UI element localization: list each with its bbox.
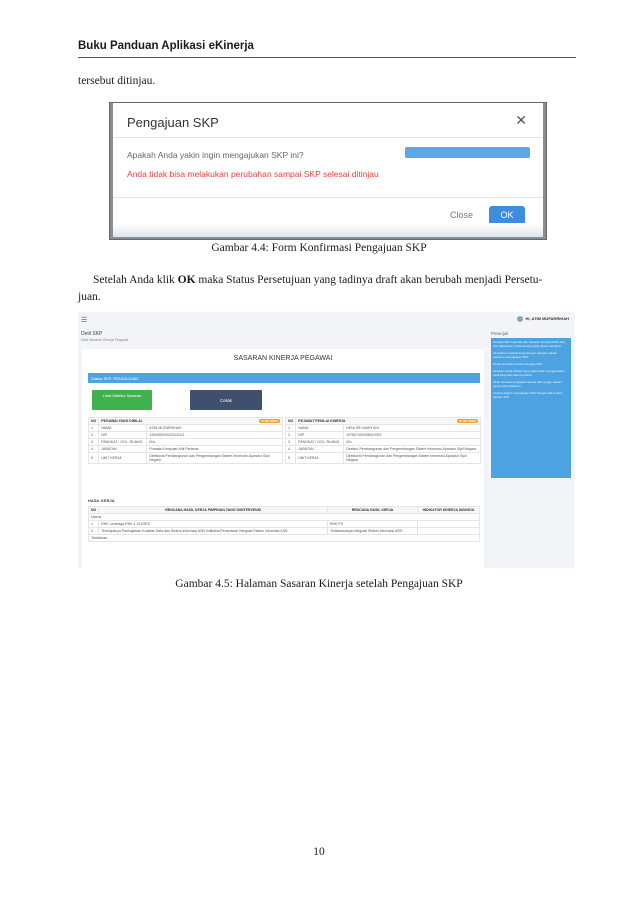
cell-iki bbox=[418, 521, 480, 528]
cell-no: 3 bbox=[286, 439, 296, 446]
figure-caption-4-4: Gambar 4.4: Form Konfirmasi Pengajuan SKP bbox=[211, 242, 427, 254]
table-row bbox=[89, 453, 283, 464]
cell-no: 2 bbox=[286, 432, 296, 439]
dialog-title: Pengajuan SKP bbox=[127, 115, 219, 130]
table-row bbox=[89, 439, 283, 446]
cell-value: HENI SRI WAHYUNI bbox=[344, 425, 481, 432]
petunjuk-text: Dapat berubah rencana dengan SKP. bbox=[493, 362, 543, 366]
cell-no: 5 bbox=[89, 453, 99, 464]
cell-value: III/c bbox=[344, 439, 481, 446]
table-row bbox=[89, 432, 283, 439]
dialog-warning: Anda tidak bisa melakukan perubahan sampai SKP selesai ditinjau bbox=[127, 169, 379, 179]
user-menu[interactable] bbox=[517, 316, 569, 322]
pegawai-table bbox=[88, 417, 283, 464]
table-row bbox=[286, 425, 481, 432]
table-header bbox=[296, 418, 481, 425]
cell-value: Direktorat Pembangunan dan Pengembangan Sistem Informasi Aparatur Sipil Negara bbox=[147, 453, 283, 464]
table-header-no: NO bbox=[286, 418, 296, 425]
tambahan-label: Tambahan bbox=[89, 535, 480, 542]
figure-caption-4-5: Gambar 4.5: Halaman Sasaran Kinerja setelah Pengajuan SKP bbox=[175, 578, 463, 590]
dialog-footer-divider bbox=[113, 197, 543, 198]
highlight-bar bbox=[405, 147, 530, 158]
table-row bbox=[89, 528, 480, 535]
cell-no: 4 bbox=[89, 446, 99, 453]
cell-no: 1 bbox=[286, 425, 296, 432]
col-header: RENCANA HASIL KERJA bbox=[328, 507, 418, 514]
cell-label: NIP bbox=[99, 432, 147, 439]
col-header: NO bbox=[89, 507, 99, 514]
skp-card bbox=[82, 349, 484, 568]
table-row bbox=[89, 521, 480, 528]
cell-value: Direktur Pembangunan dan Pengembangan Sistem Informasi Aparatur Sipil Negara bbox=[344, 446, 481, 453]
page-number: 10 bbox=[313, 846, 325, 858]
petunjuk-text: Tambah SKP memiliki dan Sasaran Kinerja (SKP) dan IKU pada tabel, tanda sinergi yang dapat membuat. bbox=[493, 340, 565, 348]
dialog-backdrop-edge bbox=[113, 223, 543, 237]
cell-value: 199008092020122013 bbox=[147, 432, 283, 439]
table-header-no: NO bbox=[89, 418, 99, 425]
table-header-label: PEGAWAI YANG DINILAI bbox=[101, 419, 142, 423]
table-header bbox=[99, 418, 283, 425]
table-row bbox=[286, 453, 481, 464]
avatar bbox=[517, 316, 523, 322]
cell-label: PANGKAT / GOL. RUANG bbox=[99, 439, 147, 446]
cell-iki bbox=[418, 528, 480, 535]
profil-badge[interactable]: Profil SKPA bbox=[459, 419, 476, 423]
running-header: Buku Panduan Aplikasi eKinerja bbox=[78, 40, 254, 52]
petunjuk-text: Tampilkan rencana kerja dengan dengan atasan sebelum mengajukan SKP. bbox=[493, 351, 558, 359]
skp-page-screenshot bbox=[78, 312, 575, 568]
body-text-2: maka Status Persetujuan yang tadinya draft akan berubah menjadi Persetu- bbox=[195, 274, 543, 286]
petunjuk-text: Tombol Ajukan mengajukan SKP dengan klik tombol Ajukan SKP. bbox=[493, 391, 563, 399]
cell-rhk: Terlaksananya Integrasi Sistem Informasi ASN bbox=[328, 528, 418, 535]
cell-no: 4 bbox=[286, 446, 296, 453]
breadcrumb-title: Detil SKP bbox=[81, 331, 103, 337]
hasil-kerja-title: HASIL KERJA bbox=[88, 498, 115, 503]
col-header: RENCANA HASIL KERJA PIMPINAN YANG DIINTERVENSI bbox=[99, 507, 328, 514]
cell-rhk: RHK P3 bbox=[328, 521, 418, 528]
cell-label: PANGKAT / GOL. RUANG bbox=[296, 439, 344, 446]
cell-value: Direktorat Pembangunan dan Pengembangan Sistem Informasi Aparatur Sipil Negara bbox=[344, 453, 481, 464]
cell-value: Pranata Komputer Ahli Pertama bbox=[147, 446, 283, 453]
breadcrumb-sub: Detil Sasaran Kinerja Pegawai bbox=[81, 338, 129, 342]
cell-no: 5 bbox=[286, 453, 296, 464]
hasil-kerja-table bbox=[88, 506, 480, 542]
dialog-divider bbox=[113, 137, 543, 138]
body-text-1: Setelah Anda klik bbox=[93, 274, 178, 286]
ok-button[interactable]: OK bbox=[489, 206, 525, 225]
cell-label: NAMA bbox=[296, 425, 344, 432]
cell-label: UNIT KERJA bbox=[99, 453, 147, 464]
close-icon[interactable]: ✕ bbox=[515, 113, 527, 129]
page-title: SASARAN KINERJA PEGAWAI bbox=[233, 355, 333, 362]
body-paragraph bbox=[93, 272, 575, 289]
petunjuk-panel bbox=[491, 338, 571, 478]
table-row bbox=[89, 425, 283, 432]
cell-no: 1 bbox=[89, 521, 99, 528]
table-row bbox=[286, 439, 481, 446]
intro-text: tersebut ditinjau. bbox=[78, 75, 156, 87]
utama-label: Utama bbox=[89, 514, 480, 521]
cell-no: 1 bbox=[89, 425, 99, 432]
cell-label: JABATAN bbox=[296, 446, 344, 453]
cell-pimpinan: Terwujudnya Peningkatan Kualitas Data dan Sistem Informasi ASN Indikator/Persentase Integrasi Sistem Informasi ASN bbox=[99, 528, 328, 535]
ok-bold-text: OK bbox=[177, 274, 196, 286]
user-name: Hi, ATIM MUFARRIHAH bbox=[525, 316, 569, 322]
petunjuk-text: Ubah rencana pengajuan sesuai dan tunggu atasan yang sudah diajukan. bbox=[493, 380, 562, 388]
cell-label: NIP bbox=[296, 432, 344, 439]
cell-value: ATIM MUFARRIHAH bbox=[147, 425, 283, 432]
table-row bbox=[286, 432, 481, 439]
lihat-matriks-button[interactable]: Lihat Matriks Sasaran bbox=[92, 390, 152, 410]
header-rule bbox=[78, 57, 576, 58]
profil-badge[interactable]: Profil SKPA bbox=[261, 419, 278, 423]
cetak-button[interactable]: Cetak bbox=[190, 390, 262, 410]
confirmation-dialog bbox=[113, 103, 543, 237]
cell-no: 3 bbox=[89, 439, 99, 446]
petunjuk-title: Petunjuk bbox=[491, 331, 509, 336]
status-bar: Status SKP: PENGAJUAN bbox=[88, 373, 480, 383]
dialog-question: Apakah Anda yakin ingin mengajukan SKP ini? bbox=[127, 150, 304, 160]
cell-label: UNIT KERJA bbox=[296, 453, 344, 464]
penilai-table bbox=[285, 417, 481, 464]
menu-icon[interactable]: ☰ bbox=[81, 317, 88, 324]
col-header: INDIKATOR KINERJA INDIVIDU bbox=[418, 507, 480, 514]
cell-value: 197807092008012009 bbox=[344, 432, 481, 439]
close-button[interactable]: Close bbox=[450, 210, 474, 220]
dialog-screenshot bbox=[109, 102, 547, 240]
cell-pimpinan: RHK Lembaga RHK 1 SLKSES bbox=[99, 521, 328, 528]
table-row bbox=[89, 446, 283, 453]
body-text-3: juan. bbox=[78, 291, 101, 303]
cell-no: 2 bbox=[89, 432, 99, 439]
cell-label: JABATAN bbox=[99, 446, 147, 453]
table-row bbox=[286, 446, 481, 453]
cell-no: 2 bbox=[89, 528, 99, 535]
table-header-label: PEJABAT PENILAI KINERJA bbox=[298, 419, 346, 423]
cell-value: III/a bbox=[147, 439, 283, 446]
cell-label: NAMA bbox=[99, 425, 147, 432]
petunjuk-text: Rencana kerja berikut yang tidak dapat menggunakan hasil kerja dan akan berubah. bbox=[493, 369, 565, 377]
